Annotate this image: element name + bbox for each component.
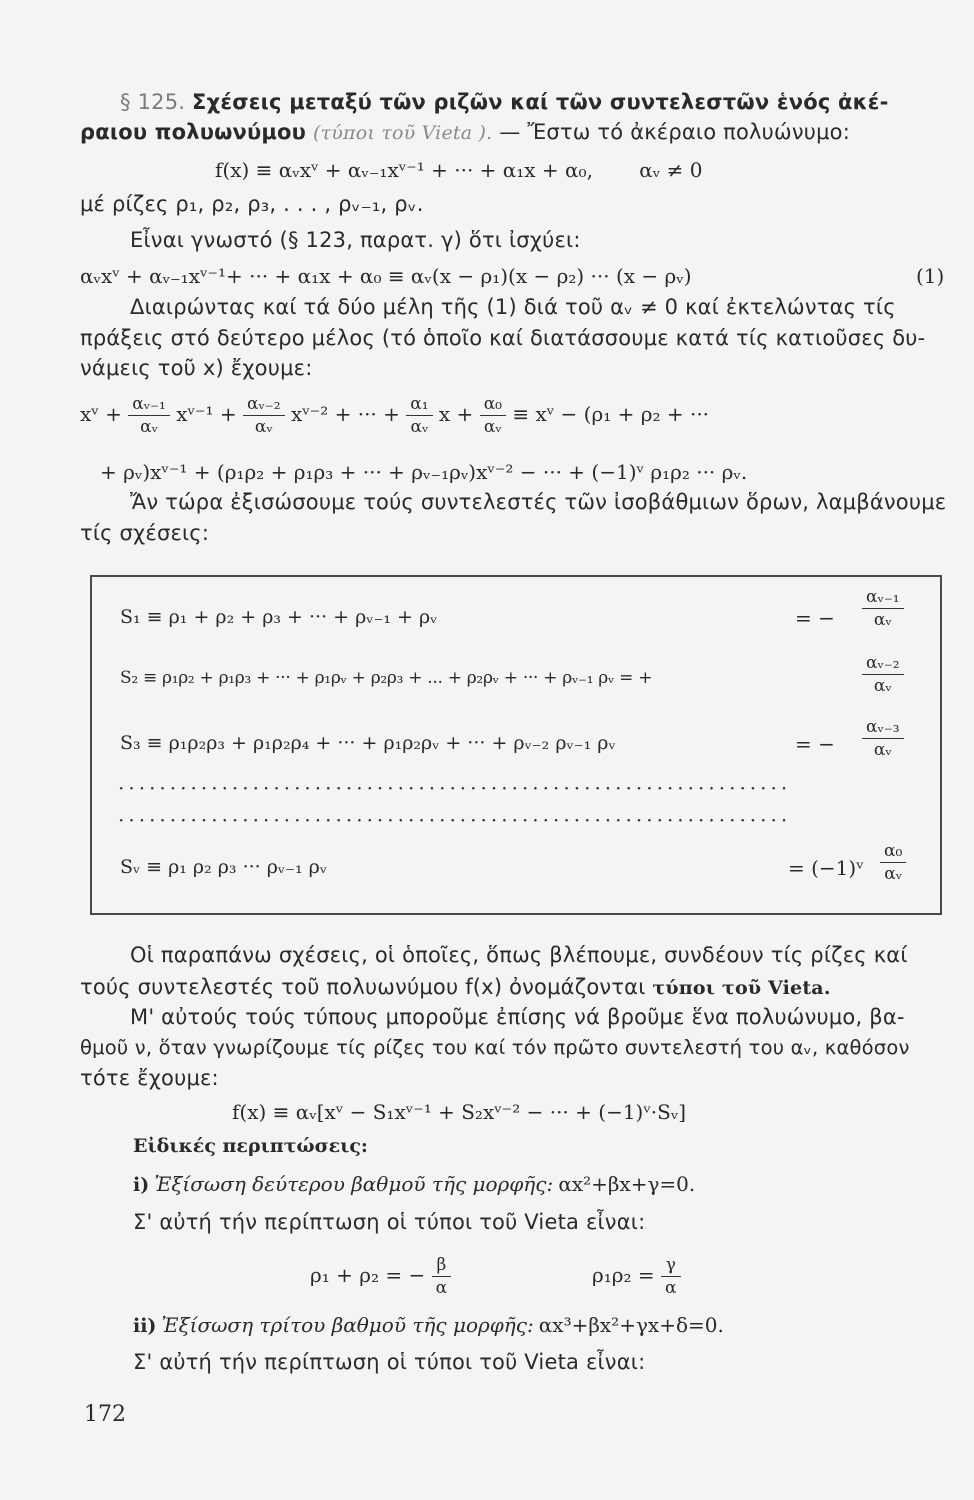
- s3-sign: = −: [795, 732, 835, 756]
- case-1: [133, 1172, 695, 1196]
- sv-sign: = (−1)ᵛ: [788, 856, 864, 880]
- s3-frac: [862, 716, 904, 761]
- sv-left: Sᵥ ≡ ρ₁ ρ₂ ρ₃ ··· ρᵥ₋₁ ρᵥ: [120, 856, 327, 878]
- after-paragraph-2-line-2: θμοῦ ν, ὅταν γνωρίζουμε τίς ρίζες του καί τόν πρῶτο συντελεστή του αᵥ, καθόσον: [80, 1036, 910, 1059]
- s3-num: αᵥ₋₃: [862, 716, 904, 739]
- case-2-label: ii): [133, 1315, 157, 1337]
- paragraph-1-line-2: πράξεις στό δεύτερο μέλος (τό ὁποῖο καί διατάσσουμε κατά τίς κατιοῦσες δυ-: [80, 326, 926, 350]
- page-number: 172: [84, 1402, 126, 1427]
- after-paragraph-1-line-1: Οἱ παραπάνω σχέσεις, οἱ ὁποῖες, ὅπως βλέπουμε, συνδέουν τίς ρίζες καί: [130, 943, 908, 967]
- s3-left: S₃ ≡ ρ₁ρ₂ρ₃ + ρ₁ρ₂ρ₄ + ··· + ρ₁ρ₂ρᵥ + ··· + ρᵥ₋₂ ρᵥ₋₁ ρᵥ: [120, 732, 616, 754]
- paragraph-2-line-1: Ἄν τώρα ἐξισώσουμε τούς συντελεστές τῶν ἰσοβάθμιων ὅρων, λαμβάνουμε: [130, 490, 947, 514]
- case-1-prod-num: γ: [661, 1254, 680, 1277]
- section-number: § 125.: [120, 90, 186, 114]
- s1-left: S₁ ≡ ρ₁ + ρ₂ + ρ₃ + ··· + ρᵥ₋₁ + ρᵥ: [120, 606, 438, 628]
- div-t2: xᵛ⁻² + ··· +: [290, 402, 400, 426]
- s2-num: αᵥ₋₂: [862, 652, 904, 675]
- s3-den: αᵥ: [873, 740, 892, 760]
- section-title: Σχέσεις μεταξύ τῶν ριζῶν καί τῶν συντελεστῶν ἑνός ἀκέ-: [192, 90, 889, 114]
- vieta-formulas-term: τύποι τοῦ Vieta.: [652, 977, 831, 999]
- case-1-sum-num: β: [432, 1254, 451, 1277]
- div-t3: x +: [438, 402, 474, 426]
- case-2-equation: αx³+βx²+γx+δ=0.: [538, 1313, 724, 1337]
- case-1-equation: αx²+βx+γ=0.: [558, 1172, 696, 1196]
- special-cases-heading: Εἰδικές περιπτώσεις:: [133, 1135, 368, 1157]
- sv-frac: [880, 840, 906, 885]
- after-paragraph-2-line-3: τότε ἔχουμε:: [80, 1066, 219, 1090]
- case-2-title: Ἐξίσωση τρίτου βαθμοῦ τῆς μορφῆς:: [161, 1313, 534, 1337]
- after-paragraph-2-line-1: Μ' αὐτούς τούς τύπους μποροῦμε ἐπίσης νά βροῦμε ἕνα πολυώνυμο, βα-: [130, 1005, 905, 1029]
- s2-left: S₂ ≡ ρ₁ρ₂ + ρ₁ρ₃ + ··· + ρ₁ρᵥ + ρ₂ρ₃ + ... + ρ₂ρᵥ + ··· + ρᵥ₋₁ ρᵥ = +: [120, 668, 653, 688]
- case-1-sum: ρ₁ + ρ₂ = − $\frac{\beta}{\alpha}$: [310, 1254, 451, 1299]
- s2-den: αᵥ: [873, 676, 892, 696]
- case-1-intro: Σ' αὐτή τήν περίπτωση οἱ τύποι τοῦ Vieta εἶναι:: [133, 1210, 646, 1234]
- case-1-prod-den: α: [665, 1278, 677, 1298]
- s1-num: αᵥ₋₁: [862, 586, 904, 609]
- div-t1: xᵛ⁻¹ +: [176, 402, 237, 426]
- polynomial-from-roots: f(x) ≡ αᵥ[xᵛ − S₁xᵛ⁻¹ + S₂xᵛ⁻² − ··· + (−1)ᵛ·Sᵥ]: [232, 1100, 687, 1124]
- equation-1-tag: (1): [916, 264, 945, 288]
- known-line: Εἶναι γνωστό (§ 123, παρατ. γ) ὅτι ἰσχύει:: [130, 228, 581, 252]
- case-1-label: i): [133, 1174, 150, 1196]
- sv-num: α₀: [880, 840, 906, 863]
- case-1-product: ρ₁ρ₂ = $\frac{\gamma}{\alpha}$: [592, 1254, 681, 1299]
- frac-a-v2: $\frac{\text{αᵥ₋₂}}{\text{αᵥ}}$: [243, 393, 285, 438]
- div-t4: ≡ xᵛ − (ρ₁ + ρ₂ + ···: [512, 402, 710, 426]
- s1-den: αᵥ: [873, 610, 892, 630]
- paragraph-2-line-2: τίς σχέσεις:: [80, 521, 210, 545]
- case-2-intro: Σ' αὐτή τήν περίπτωση οἱ τύποι τοῦ Vieta εἶναι:: [133, 1350, 646, 1374]
- sv-den: αᵥ: [884, 864, 903, 884]
- polynomial-expr: f(x) ≡ αᵥxᵛ + αᵥ₋₁xᵛ⁻¹ + ··· + α₁x + α₀,: [215, 158, 593, 182]
- ellipsis-row-2: ·································································: [118, 808, 792, 832]
- s1-frac: [862, 586, 904, 631]
- s1-sign: = −: [795, 606, 835, 630]
- div-x: xᵛ +: [80, 402, 122, 426]
- frac-a1: $\frac{\text{α₁}}{\text{αᵥ}}$: [406, 393, 432, 438]
- case-1-title: Ἐξίσωση δεύτερου βαθμοῦ τῆς μορφῆς:: [154, 1172, 554, 1196]
- paragraph-1-line-3: νάμεις τοῦ x) ἔχουμε:: [80, 356, 313, 380]
- frac-a0: $\frac{\text{α₀}}{\text{αᵥ}}$: [480, 393, 506, 438]
- after-paragraph-1-line-2: [80, 975, 831, 999]
- after-p1-text: τούς συντελεστές τοῦ πολυωνύμου f(x) ὀνομάζονται: [80, 975, 646, 999]
- case-2: [133, 1313, 724, 1337]
- section-title-cont: ραιου πολυωνύμου: [80, 120, 307, 144]
- vieta-paren: (τύποι τοῦ Vieta ).: [312, 122, 493, 144]
- ellipsis-row-1: ·································································: [118, 776, 792, 800]
- section-heading-cont: [80, 120, 850, 144]
- polynomial-condition: αᵥ ≠ 0: [639, 158, 703, 182]
- equation-1: αᵥxᵛ + αᵥ₋₁xᵛ⁻¹+ ··· + α₁x + α₀ ≡ αᵥ(x − ρ₁)(x − ρ₂) ··· (x − ρᵥ): [80, 264, 692, 288]
- polynomial-def: [215, 158, 702, 182]
- paragraph-1-line-1: Διαιρώντας καί τά δύο μέλη τῆς (1) διά τοῦ αᵥ ≠ 0 καί ἐκτελώντας τίς: [130, 295, 896, 319]
- divided-equation: [80, 393, 709, 438]
- s2-frac: [862, 652, 904, 697]
- section-heading: [120, 90, 889, 114]
- roots-line: μέ ρίζες ρ₁, ρ₂, ρ₃, . . . , ρᵥ₋₁, ρᵥ.: [80, 192, 424, 216]
- intro-text: — Ἔστω τό ἀκέραιο πολυώνυμο:: [499, 120, 850, 144]
- case-1-sum-den: α: [435, 1278, 448, 1298]
- divided-equation-line-2: + ρᵥ)xᵛ⁻¹ + (ρ₁ρ₂ + ρ₁ρ₃ + ··· + ρᵥ₋₁ρᵥ)xᵛ⁻² − ··· + (−1)ᵛ ρ₁ρ₂ ··· ρᵥ.: [100, 460, 748, 484]
- frac-a-v1: $\frac{\text{αᵥ₋₁}}{\text{αᵥ}}$: [128, 393, 170, 438]
